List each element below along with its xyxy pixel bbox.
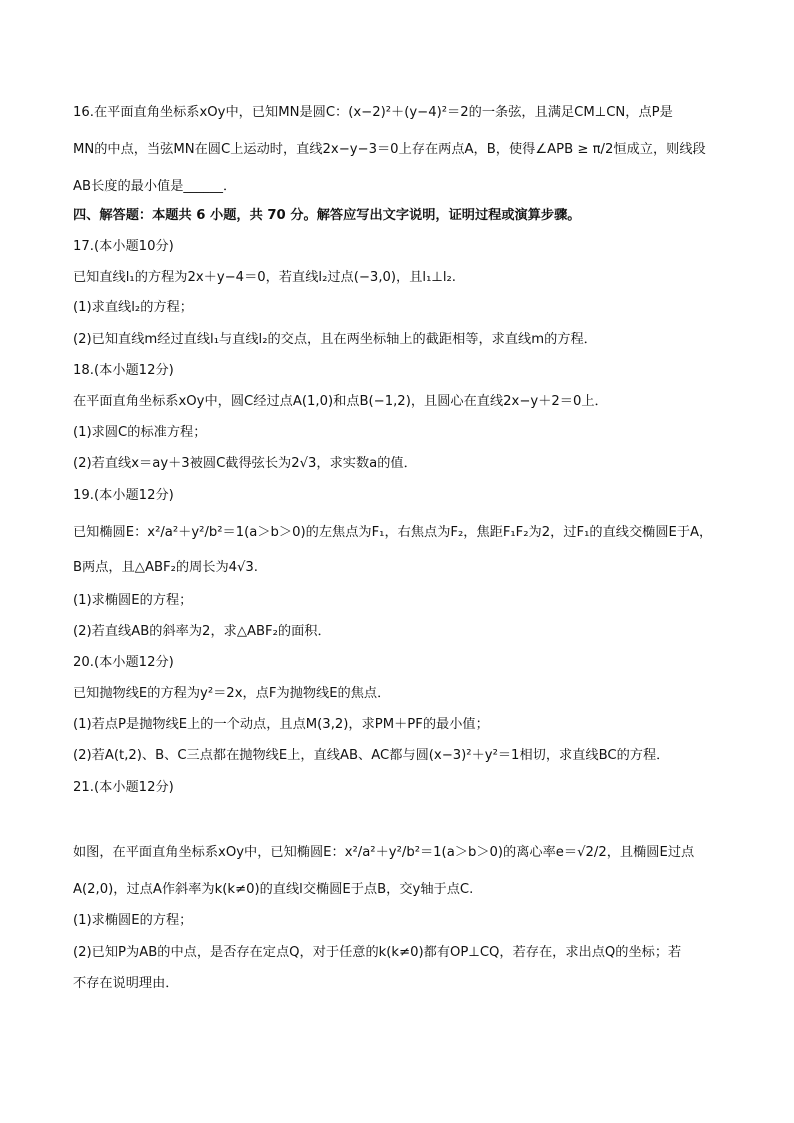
- q21-stem-1: 如图，在平面直角坐标系xOy中，已知椭圆E：x²/a²＋y²/b²＝1(a＞b＞0)的离心率e＝√2/2，且椭圆E过点: [73, 845, 695, 860]
- q20-part-2: (2)若A(t,2)、B、C三点都在抛物线E上，直线AB、AC都与圆(x−3)²＋y²＝1相切，求直线BC的方程．: [73, 748, 670, 763]
- section-heading: 四、解答题：本题共 6 小题，共 70 分。解答应写出文字说明，证明过程或演算步骤。: [73, 208, 581, 223]
- q18-stem: 在平面直角坐标系xOy中，圆C经过点A(1,0)和点B(−1,2)，且圆心在直线2x−y＋2＝0上．: [73, 394, 608, 409]
- q21-header: 21.(本小题12分): [73, 780, 174, 795]
- q16-line-1: 16.在平面直角坐标系xOy中，已知MN是圆C：(x−2)²＋(y−4)²＝2的一条弦，且满足CM⊥CN，点P是: [73, 105, 673, 120]
- q18-header: 18.(本小题12分): [73, 363, 174, 378]
- q17-stem: 已知直线l₁的方程为2x＋y−4＝0，若直线l₂过点(−3,0)，且l₁⊥l₂.: [73, 270, 456, 285]
- q17-part-1: (1)求直线l₂的方程；: [73, 300, 193, 315]
- q21-part-2-cont: 不存在说明理由．: [73, 976, 179, 991]
- q19-part-2: (2)若直线AB的斜率为2，求△ABF₂的面积．: [73, 624, 331, 639]
- q18-part-1: (1)求圆C的标准方程；: [73, 425, 207, 440]
- q19-stem-2: B两点，且△ABF₂的周长为4√3.: [73, 560, 259, 575]
- q20-stem: 已知抛物线E的方程为y²＝2x，点F为抛物线E的焦点．: [73, 686, 391, 701]
- q21-stem-2: A(2,0)，过点A作斜率为k(k≠0)的直线l交椭圆E于点B，交y轴于点C.: [73, 882, 474, 897]
- q19-part-1: (1)求椭圆E的方程；: [73, 593, 193, 608]
- q21-part-1: (1)求椭圆E的方程；: [73, 913, 193, 928]
- q16-line-2: MN的中点，当弦MN在圆C上运动时，直线2x−y−3＝0上存在两点A，B，使得∠APB ≥ π/2恒成立，则线段: [73, 142, 706, 157]
- q17-part-2: (2)已知直线m经过直线l₁与直线l₂的交点，且在两坐标轴上的截距相等，求直线m的方程．: [73, 332, 597, 347]
- q20-header: 20.(本小题12分): [73, 655, 174, 670]
- q16-line-3: AB长度的最小值是______．: [73, 179, 237, 194]
- q17-header: 17.(本小题10分): [73, 239, 174, 254]
- q19-header: 19.(本小题12分): [73, 488, 174, 503]
- q20-part-1: (1)若点P是抛物线E上的一个动点，且点M(3,2)，求PM＋PF的最小值；: [73, 717, 489, 732]
- q18-part-2: (2)若直线x＝ay＋3被圆C截得弦长为2√3，求实数a的值．: [73, 456, 417, 471]
- q19-stem-1: 已知椭圆E：x²/a²＋y²/b²＝1(a＞b＞0)的左焦点为F₁，右焦点为F₂，焦距F₁F₂为2，过F₁的直线交椭圆E于A，: [73, 525, 713, 540]
- q21-part-2: (2)已知P为AB的中点，是否存在定点Q，对于任意的k(k≠0)都有OP⊥CQ，若存在，求出点Q的坐标；若: [73, 945, 682, 960]
